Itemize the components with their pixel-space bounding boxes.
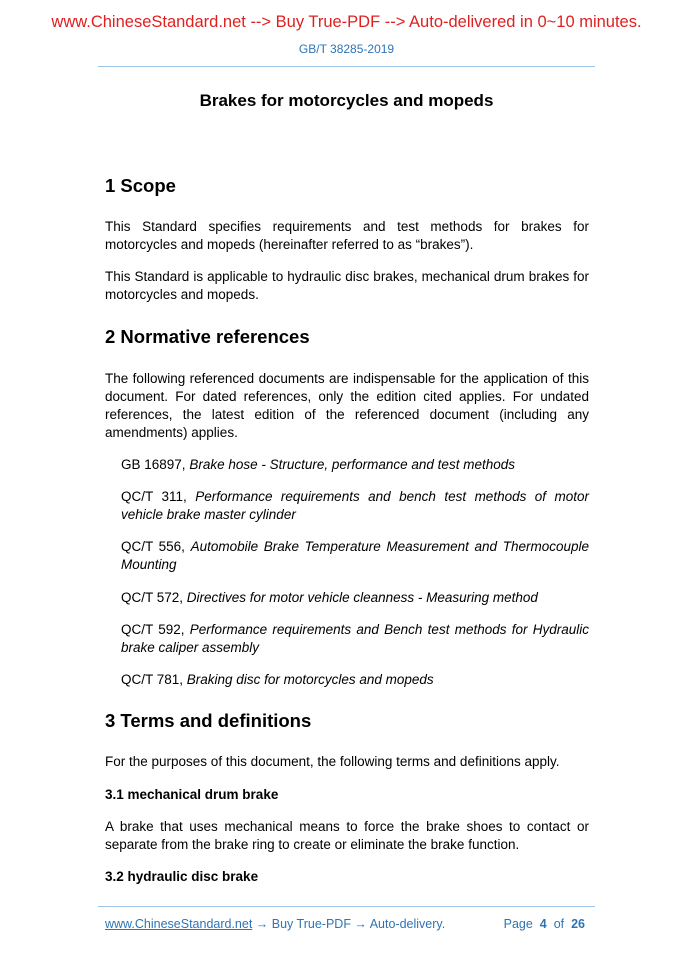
scope-paragraph-2: This Standard is applicable to hydraulic disc brakes, mechanical drum brakes for motorcycles and mopeds.: [105, 269, 589, 302]
reference-item: QC/T 556, Automobile Brake Temperature Measurement and Thermocouple Mounting: [121, 539, 589, 572]
footer-delivery-text: Auto-delivery.: [369, 917, 446, 931]
term-heading-mechanical-drum-brake: 3.1 mechanical drum brake: [105, 787, 279, 802]
page-indicator: Page 4 of 26: [503, 917, 585, 931]
arrow-icon: →: [350, 917, 370, 931]
page-footer: [105, 917, 585, 931]
reference-item: QC/T 781, Braking disc for motorcycles and mopeds: [121, 672, 434, 687]
standard-number: GB/T 38285-2019: [298, 42, 395, 56]
reference-item: QC/T 592, Performance requirements and Bench test methods for Hydraulic brake caliper assembly: [121, 622, 590, 655]
term-definition-mechanical-drum-brake: A brake that uses mechanical means to force the brake shoes to contact or separate from the brake ring to create or eliminate the brake function.: [105, 819, 589, 852]
section-heading-normative-references: 2 Normative references: [105, 326, 310, 347]
document-title: Brakes for motorcycles and mopeds: [199, 91, 494, 110]
current-page: 4: [539, 917, 547, 931]
reference-item: GB 16897, Brake hose - Structure, performance and test methods: [121, 457, 515, 472]
normative-intro: The following referenced documents are indispensable for the application of this document. For dated references, only the edition cited applies. For undated references, the latest edition of the referenced document (including any amendments) applies.: [105, 371, 589, 440]
section-heading-scope: 1 Scope: [105, 175, 176, 196]
footer-site-link[interactable]: www.ChineseStandard.net: [105, 917, 253, 931]
header-divider: [98, 66, 595, 67]
total-pages: 26: [571, 917, 585, 931]
scope-paragraph-1: This Standard specifies requirements and test methods for brakes for motorcycles and mopeds (hereinafter referred to as “brakes”).: [105, 219, 589, 252]
section-heading-terms: 3 Terms and definitions: [105, 710, 312, 731]
reference-item: QC/T 311, Performance requirements and bench test methods of motor vehicle brake master cylinder: [121, 489, 590, 522]
footer-buy-text: Buy True-PDF: [271, 917, 351, 931]
term-heading-hydraulic-disc-brake: 3.2 hydraulic disc brake: [105, 869, 259, 884]
terms-intro: For the purposes of this document, the following terms and definitions apply.: [105, 754, 560, 769]
reference-item: QC/T 572, Directives for motor vehicle cleanness - Measuring method: [121, 590, 538, 605]
footer-divider: [98, 906, 595, 907]
promo-banner[interactable]: www.ChineseStandard.net --> Buy True-PDF --> Auto-delivered in 0~10 minutes.: [51, 13, 642, 31]
arrow-icon: →: [252, 917, 272, 931]
